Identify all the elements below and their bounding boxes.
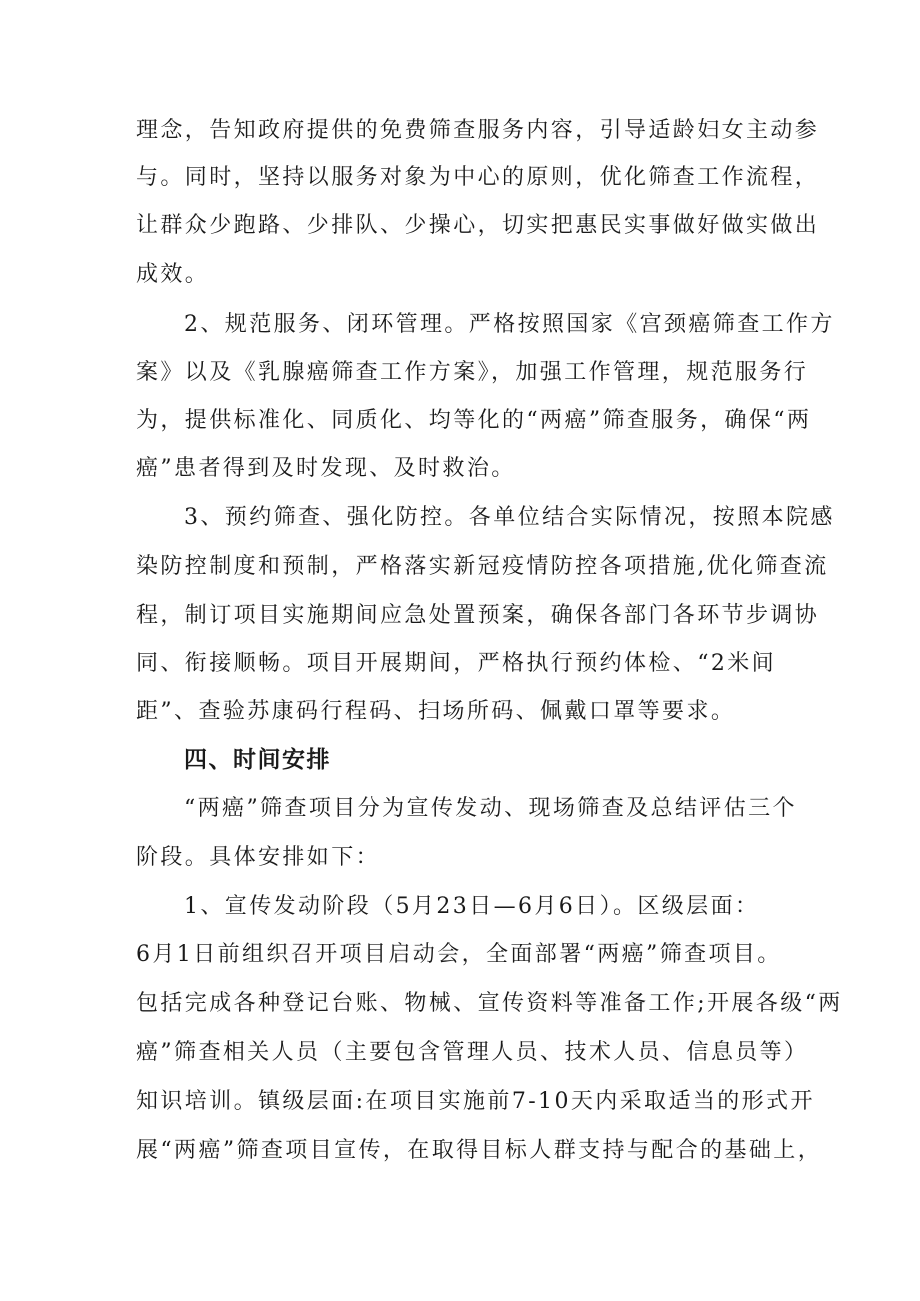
paragraph-1-line-4: 成效。 <box>136 262 210 287</box>
paragraph-5-line-6: 展“两癌”筛查项目宣传，在取得目标人群支持与配合的基础上， <box>136 1138 823 1163</box>
paragraph-1-line-1: 理念，告知政府提供的免费筛查服务内容，引导适龄妇女主动参 <box>136 118 820 143</box>
paragraph-4-line-1: “两癌”筛查项目分为宣传发动、现场筛查及总结评估三个 <box>184 796 797 821</box>
paragraph-1-line-3: 让群众少跑路、少排队、少操心，切实把惠民实事做好做实做出 <box>136 213 820 238</box>
paragraph-5-line-5: 知识培训。镇级层面:在项目实施前7-10天内采取适当的形式开 <box>136 1089 815 1114</box>
paragraph-3-line-3: 程，制订项目实施期间应急处置预案，确保各部门各环节步调协 <box>136 603 820 628</box>
paragraph-5-line-2: 6月1日前组织召开项目启动会，全面部署“两癌”筛查项目。 <box>136 942 782 967</box>
paragraph-5-line-3: 包括完成各种登记台账、物械、宣传资料等准备工作;开展各级“两 <box>136 991 843 1016</box>
paragraph-3-line-4: 同、衔接顺畅。项目开展期间，严格执行预约体检、“2米间 <box>136 651 777 676</box>
paragraph-3-line-1: 3、预约筛查、强化防控。各单位结合实际情况，按照本院感 <box>184 505 835 530</box>
paragraph-5-line-4: 癌”筛查相关人员（主要包含管理人员、技术人员、信息员等） <box>136 1040 809 1065</box>
paragraph-5-line-1: 1、宣传发动阶段（5月23日—6月6日）。区级层面： <box>184 894 760 919</box>
paragraph-2-line-1: 2、规范服务、闭环管理。严格按照国家《宫颈癌筛查工作方 <box>184 312 835 337</box>
paragraph-3-line-2: 染防控制度和预制，严格落实新冠疫情防控各项措施,优化筛查流 <box>136 554 829 579</box>
paragraph-3-line-5: 距”、查验苏康码行程码、扫场所码、佩戴口罩等要求。 <box>136 699 736 724</box>
paragraph-2-line-3: 为，提供标准化、同质化、均等化的“两癌”筛查服务，确保“两 <box>136 408 812 433</box>
section-heading: 四、时间安排 <box>184 747 331 773</box>
paragraph-4-line-2: 阶段。具体安排如下： <box>136 845 381 870</box>
paragraph-1-line-2: 与。同时，坚持以服务对象为中心的原则，优化筛查工作流程， <box>136 165 820 190</box>
paragraph-2-line-4: 癌”患者得到及时发现、及时救治。 <box>136 456 516 481</box>
paragraph-2-line-2: 案》以及《乳腺癌筛查工作方案》，加强工作管理，规范服务行 <box>136 360 809 385</box>
